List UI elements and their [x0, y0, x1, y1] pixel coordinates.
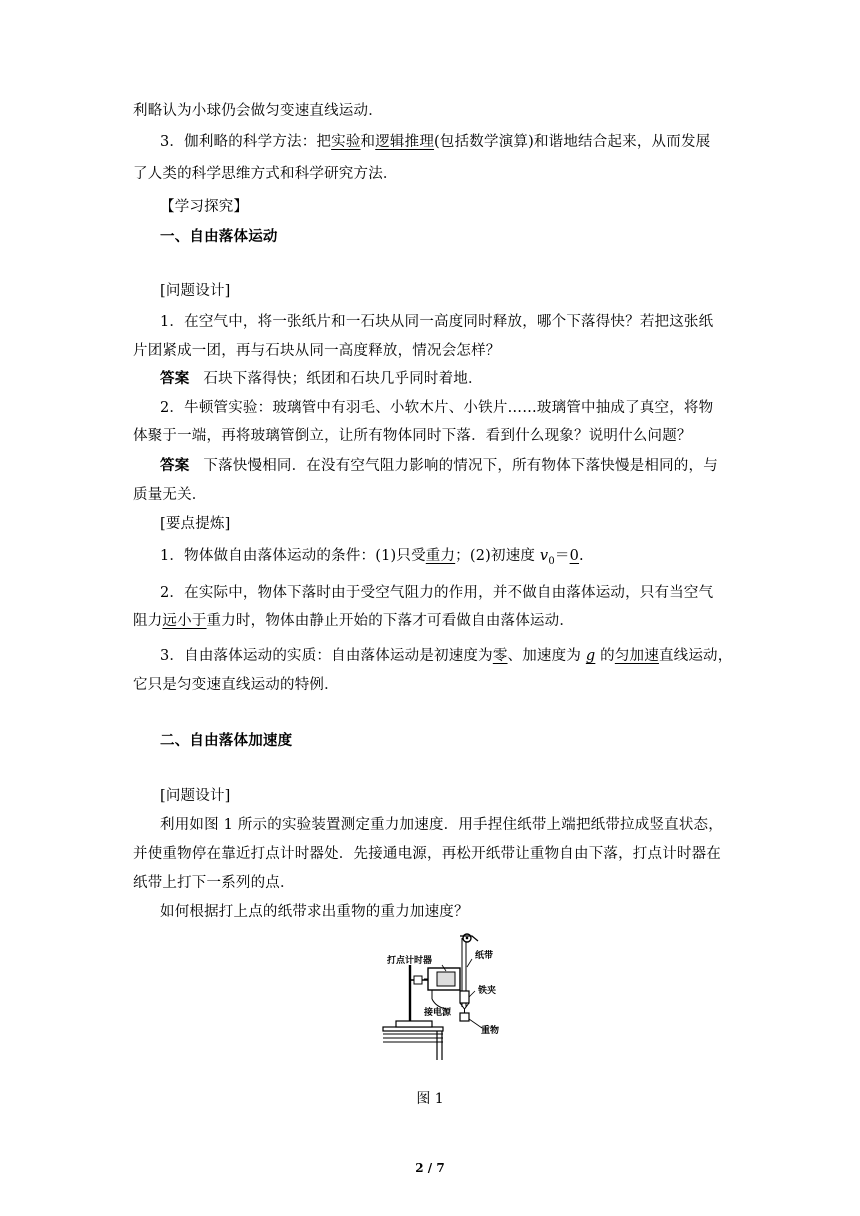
answer-label: 答案	[160, 370, 190, 387]
text: [要点提炼]	[160, 516, 231, 532]
text-line	[160, 546, 760, 572]
text-line	[133, 611, 733, 631]
text: 阻力	[133, 613, 163, 629]
text: 片团紧成一团，再与石块从同一高度释放，情况会怎样？	[133, 343, 501, 359]
text-line	[133, 873, 733, 893]
subsection-heading	[160, 786, 760, 806]
text: 二、自由落体加速度	[160, 732, 293, 749]
label-clamp: 铁夹	[478, 986, 497, 996]
text: 了人类的科学思维方式和科学研究方法．	[133, 166, 398, 182]
label-tape: 纸带	[475, 951, 494, 961]
subscript: 0	[548, 555, 555, 567]
text: ＝	[554, 548, 570, 564]
underlined-term: 实验	[331, 134, 361, 150]
label-weight: 重物	[481, 1026, 500, 1036]
text: 一、自由落体运动	[160, 228, 278, 245]
text-line	[133, 485, 733, 505]
underlined-term: 重力	[425, 548, 456, 564]
timer-icon	[424, 968, 460, 999]
text: 的	[595, 648, 615, 664]
text: 1．物体做自由落体运动的条件：(1)只受	[160, 548, 426, 564]
text: 体聚于一端，再将玻璃管倒立，让所有物体同时下落．看到什么现象？说明什么问题？	[133, 428, 692, 444]
answer-line	[160, 456, 760, 476]
text-line	[160, 312, 760, 332]
text: 下落快慢相同．在没有空气阻力影响的情况下，所有物体下落快慢是相同的，与	[203, 458, 718, 474]
weight-icon	[460, 1009, 482, 1028]
leader-line	[467, 959, 472, 967]
text: 3．伽利略的科学方法：把	[160, 134, 332, 150]
text: 并使重物停在靠近打点计时器处．先接通电源，再松开纸带让重物自由下落，打点计时器在	[133, 846, 721, 862]
underlined-term: 匀加速	[614, 648, 659, 664]
text: ；(2)初速度	[455, 548, 540, 564]
text-line	[133, 101, 733, 121]
underlined-term: 零	[492, 648, 508, 664]
text: 、加速度为	[507, 648, 586, 664]
text-line	[133, 164, 733, 184]
text-line	[160, 132, 760, 152]
answer-label: 答案	[160, 457, 190, 474]
section-heading	[160, 197, 760, 217]
text-line	[133, 341, 733, 361]
iron-clamp-icon	[460, 991, 469, 1009]
text: 重力时，物体由静止开始的下落才可看做自由落体运动．	[206, 613, 575, 629]
text: 【学习探究】	[160, 199, 249, 215]
text: (包括数学演算)和谐地结合起来，从而发展	[434, 134, 711, 150]
table-icon	[383, 1027, 443, 1060]
leader-line	[469, 991, 475, 997]
text-line	[160, 902, 760, 922]
text-line	[160, 815, 760, 835]
text: 质量无关．	[133, 487, 207, 503]
stand-base-icon	[396, 1021, 432, 1027]
arm-clamp-icon	[414, 976, 422, 984]
text: [问题设计]	[160, 283, 231, 299]
variable: v	[539, 548, 549, 564]
text: .	[579, 548, 584, 564]
text: 它只是匀变速直线运动的特例．	[133, 677, 339, 693]
apparatus-figure	[380, 925, 530, 1060]
underlined-variable: g	[585, 648, 596, 664]
text-line	[133, 675, 733, 695]
text-line	[133, 844, 733, 864]
text: 3．自由落体运动的实质：自由落体运动是初速度为	[160, 648, 493, 664]
text: 石块下落得快；纸团和石块几乎同时着地．	[203, 371, 483, 387]
figure-caption: 图 1	[416, 1091, 444, 1107]
text-line	[133, 426, 733, 446]
label-timer: 打点计时器	[387, 956, 433, 966]
section-title	[160, 731, 760, 751]
text: 利略认为小球仍会做匀变速直线运动．	[133, 103, 383, 119]
text: 1．在空气中，将一张纸片和一石块从同一高度同时释放，哪个下落得快？若把这张纸	[160, 314, 714, 330]
subsection-heading	[160, 514, 760, 534]
text: 利用如图 1 所示的实验装置测定重力加速度．用手捏住纸带上端把纸带拉成竖直状态，	[160, 817, 723, 833]
text: 直线运动，	[658, 648, 733, 664]
text: 2．牛顿管实验：玻璃管中有羽毛、小软木片、小铁片……玻璃管中抽成了真空，将物	[160, 400, 714, 416]
text: [问题设计]	[160, 788, 231, 804]
text: 如何根据打上点的纸带求出重物的重力加速度？	[160, 904, 469, 920]
text-line	[160, 583, 760, 603]
subsection-heading	[160, 281, 760, 301]
label-power: 接电源	[424, 1008, 452, 1018]
text: 和	[360, 134, 376, 150]
section-title	[160, 227, 760, 247]
answer-line	[160, 369, 760, 389]
underlined-term: 逻辑推理	[375, 134, 435, 150]
underlined-term: 远小于	[162, 613, 207, 629]
underlined-term: 0	[569, 548, 580, 564]
page-number: 2 / 7	[415, 1161, 445, 1175]
text-line	[160, 398, 760, 418]
text-line	[160, 646, 760, 666]
text: 2．在实际中，物体下落时由于受空气阻力的作用，并不做自由落体运动，只有当空气	[160, 585, 714, 601]
text: 纸带上打下一系列的点．	[133, 875, 295, 891]
